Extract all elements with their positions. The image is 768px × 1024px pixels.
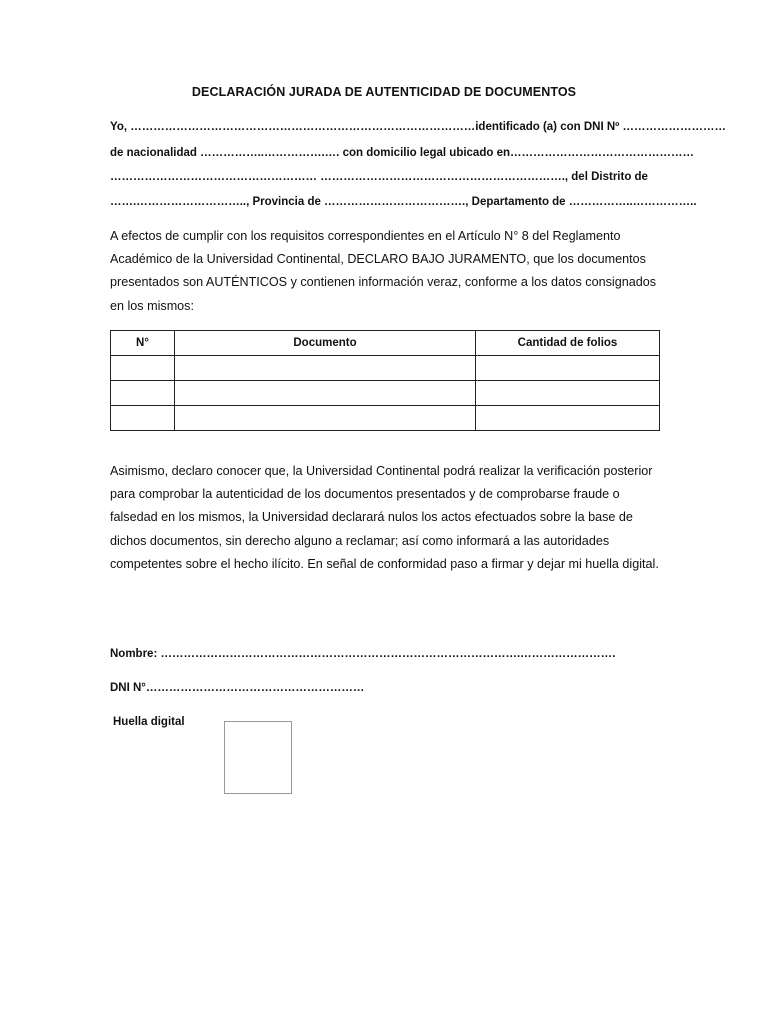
fingerprint-box bbox=[224, 721, 292, 794]
signature-dni-line: DNI N°………………………………………………… bbox=[110, 682, 365, 694]
table-cell-number[interactable] bbox=[111, 381, 175, 406]
table-header-row bbox=[111, 331, 660, 356]
table-row bbox=[111, 381, 660, 406]
declarant-line-address: ……………………………………………… ………………………………………………………., del Distrito de bbox=[110, 171, 648, 183]
declarant-line-nationality: de nacionalidad ……………..…………….…. con domicilio legal ubicado en………………………………………… bbox=[110, 147, 694, 159]
documents-table bbox=[110, 330, 660, 431]
table-cell-number[interactable] bbox=[111, 406, 175, 431]
table-cell-document[interactable] bbox=[175, 406, 476, 431]
fingerprint-label: Huella digital bbox=[113, 716, 185, 728]
table-row bbox=[111, 406, 660, 431]
table-cell-document[interactable] bbox=[175, 356, 476, 381]
document-title: DECLARACIÓN JURADA DE AUTENTICIDAD DE DOCUMENTOS bbox=[191, 85, 577, 99]
table-cell-folios[interactable] bbox=[476, 406, 660, 431]
table-cell-folios[interactable] bbox=[476, 356, 660, 381]
table-row bbox=[111, 356, 660, 381]
declarant-line-name: Yo, ………………………………………………………………………………identificado (a) con DNI Nº ……………………… bbox=[110, 121, 727, 133]
table-cell-folios[interactable] bbox=[476, 381, 660, 406]
table-cell-document[interactable] bbox=[175, 381, 476, 406]
signature-name-line: Nombre: ………………………………………………………………………………….……………………. bbox=[110, 648, 616, 660]
column-header-document: Documento bbox=[175, 331, 476, 356]
table-cell-number[interactable] bbox=[111, 356, 175, 381]
declaration-paragraph: A efectos de cumplir con los requisitos correspondientes en el Artículo N° 8 del Reglamento Académico de la Universidad Continental, DECLARO BAJO JURAMENTO, que los documentos presentados son AUTÉNTICOS y contienen información veraz, conforme a los datos consignados en los mismos: bbox=[110, 229, 657, 313]
verification-paragraph: Asimismo, declaro conocer que, la Universidad Continental podrá realizar la verificación posterior para comprobar la autenticidad de los documentos presentados y de comprobarse fraude o falsedad en los mismos, la Universidad declarará nulos los actos efectuados sobre la base de dichos documentos, sin derecho alguno a reclamar; así como informará a las autoridades competentes sobre el hecho ilícito. En señal de conformidad paso a firmar y dejar mi huella digital. bbox=[110, 464, 659, 571]
declarant-line-location: …….……………………….., Provincia de ………………………………., Departamento de ……………..…………….. bbox=[110, 196, 697, 208]
column-header-folios: Cantidad de folios bbox=[476, 331, 660, 356]
column-header-number: N° bbox=[111, 331, 175, 356]
